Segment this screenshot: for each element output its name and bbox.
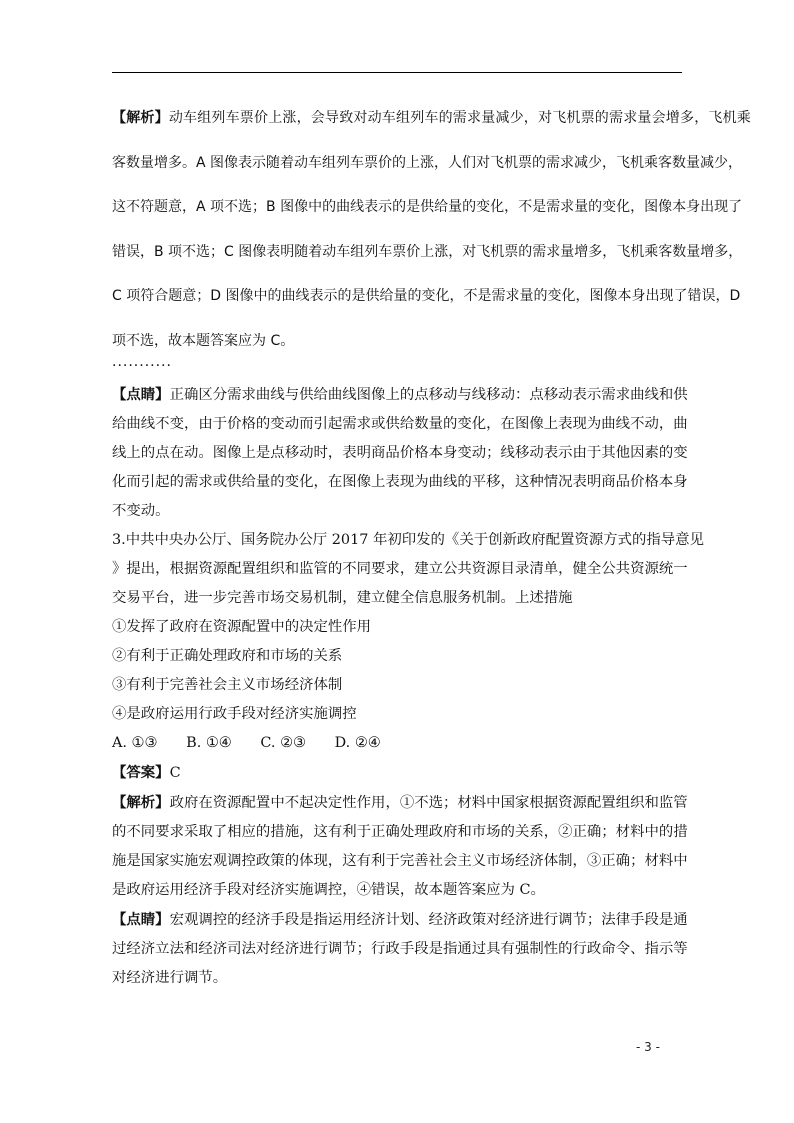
point-tag: 【点睛】: [112, 386, 170, 403]
text-line: 错误，B 项不选；C 图像表明随着动车组列车票价上涨，对飞机票的需求量增多，飞机乘客数量增多，: [112, 243, 743, 260]
answer-tag: 【答案】: [112, 764, 170, 781]
header-rule: [112, 72, 682, 73]
question-stem-line: 交易平台，进一步完善市场交易机制，建立健全信息服务机制。上述措施: [112, 590, 573, 606]
text-line: 客数量增多。A 图像表示随着动车组列车票价的上涨，人们对飞机票的需求减少，飞机乘客数量减少，: [112, 154, 743, 171]
analysis-tag: 【解析】: [112, 110, 169, 126]
text-line: 过经济立法和经济司法对经济进行调节；行政手段是指通过具有强制性的行政命令、指示等: [112, 941, 688, 957]
statement-1: ①发挥了政府在资源配置中的决定性作用: [112, 619, 372, 635]
statement-2: ②有利于正确处理政府和市场的关系: [112, 648, 343, 664]
text-line: 【解析】政府在资源配置中不起决定性作用，①不选；材料中国家根据资源配置组织和监管: [112, 794, 688, 811]
text-line: 不变动。: [112, 503, 170, 519]
analysis-tag: 【解析】: [112, 794, 170, 811]
text-line: 【点睛】宏观调控的经济手段是指运用经济计划、经济政策对经济进行调节；法律手段是通: [112, 911, 688, 928]
text-line: 【解析】动车组列车票价上涨，会导致对动车组列车的需求量减少，对飞机票的需求量会增多，飞机乘: [112, 110, 752, 126]
statement-4: ④是政府运用行政手段对经济实施调控: [112, 706, 357, 722]
answer-value: C: [169, 765, 181, 781]
text-line: 是政府运用经济手段对经济实施调控，④错误，故本题答案应为 C。: [112, 882, 545, 898]
text-line: 化而引起的需求或供给量的变化，在图像上表现为曲线的平移，这种情况表明商品价格本身: [112, 474, 688, 490]
page-number: - 3 -: [636, 1040, 660, 1054]
statement-3: ③有利于完善社会主义市场经济体制: [112, 677, 343, 693]
text-line: 线上的点在动。图像上是点移动时，表明商品价格本身变动；线移动表示由于其他因素的变: [112, 445, 688, 461]
answer-options: A. ①③ B. ①④ C. ②③ D. ②④: [112, 735, 381, 751]
question-stem-line: 》提出，根据资源配置组织和监管的不同要求，建立公共资源目录清单，健全公共资源统一: [112, 561, 688, 577]
text-line: C 项符合题意；D 图像中的曲线表示的是供给量的变化，不是需求量的变化，图像本身出现了错误，D: [112, 288, 741, 305]
point-tag: 【点睛】: [112, 911, 170, 928]
answer-line: [112, 758, 682, 788]
text-line: 的不同要求采取了相应的措施，这有利于正确处理政府和市场的关系，②正确；材料中的措: [112, 824, 688, 840]
text-line: 这不符题意，A 项不选；B 图像中的曲线表示的是供给量的变化，不是需求量的变化，图像本身出现了: [112, 199, 743, 216]
text-line: 项不选，故本题答案应为 C。: [112, 332, 295, 349]
main-content: [112, 380, 704, 993]
question-stem-line: 3.中共中央办公厅、国务院办公厅 2017 年初印发的《关于创新政府配置资源方式的指导意见: [112, 532, 704, 548]
text-line: 对经济进行调节。: [112, 970, 228, 986]
dotted-separator: ...........: [112, 354, 172, 370]
text-line: 给曲线不变，由于价格的变动而引起需求或供给数量的变化，在图像上表现为曲线不动，曲: [112, 416, 688, 432]
text-line: 【点睛】正确区分需求曲线与供给曲线图像上的点移动与线移动：点移动表示需求曲线和供: [112, 386, 688, 403]
text-line: 施是国家实施宏观调控政策的体现，这有利于完善社会主义市场经济体制，③正确；材料中: [112, 853, 688, 869]
analysis-block-q2: [112, 96, 752, 364]
